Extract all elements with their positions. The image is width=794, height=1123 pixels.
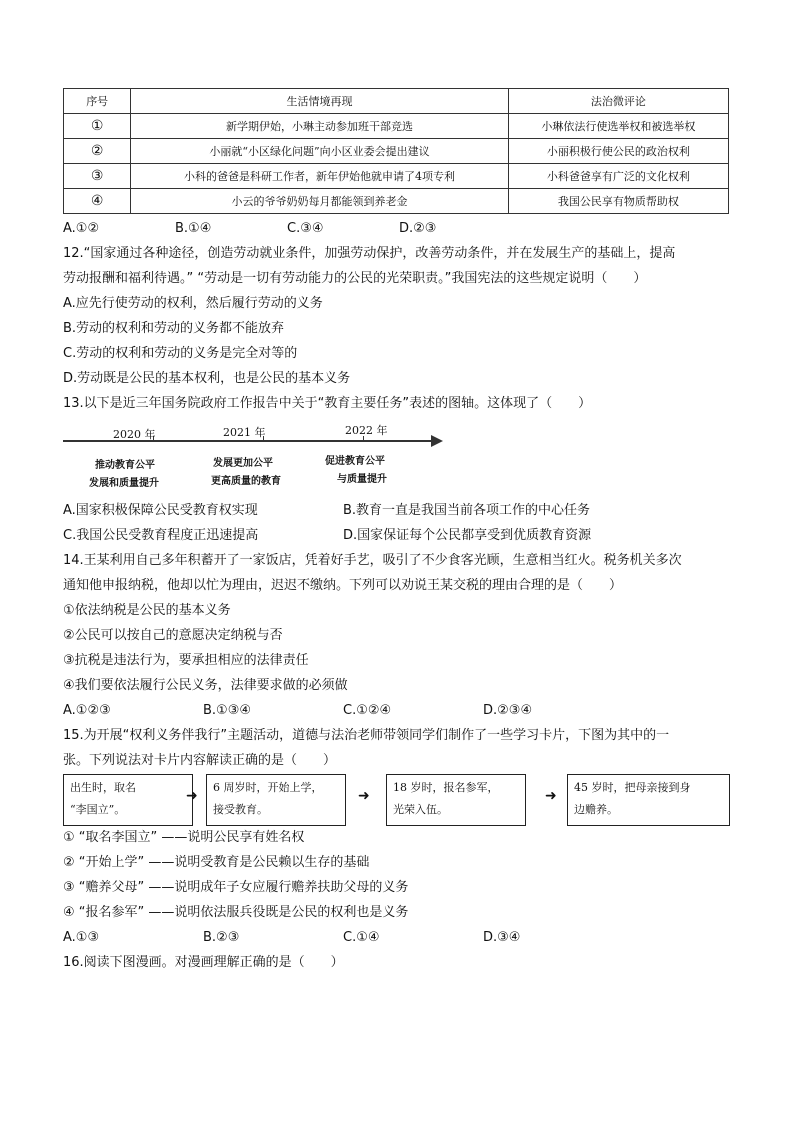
q11-option-d[interactable]: D.②③ bbox=[399, 221, 437, 236]
timeline-item-text: 发展更加公平 bbox=[213, 458, 273, 469]
table-header-row bbox=[64, 89, 729, 114]
q12-option-c[interactable]: C.劳动的权利和劳动的义务是完全对等的 bbox=[63, 346, 298, 361]
q13-option-c[interactable]: C.我国公民受教育程度正迅速提高 bbox=[63, 528, 259, 543]
study-card-support bbox=[567, 774, 730, 826]
table-cell: ① bbox=[64, 114, 131, 139]
q15-option-a[interactable]: A.①③ bbox=[63, 930, 100, 945]
table-row bbox=[64, 189, 729, 214]
card-text: 出生时，取名 bbox=[70, 781, 136, 794]
q11-option-a[interactable]: A.①② bbox=[63, 221, 100, 236]
card-text: 光荣入伍。 bbox=[393, 803, 448, 816]
q13-stem: 13.以下是近三年国务院政府工作报告中关于“教育主要任务”表述的图轴。这体现了（ ） bbox=[63, 396, 592, 411]
study-card-birth bbox=[63, 774, 193, 826]
q12-stem-line1: 12.“国家通过各种途径，创造劳动就业条件，加强劳动保护，改善劳动条件，并在发展生产的基础上，提高 bbox=[63, 246, 676, 261]
timeline-year: 2022 年 bbox=[345, 424, 388, 437]
q15-option-c[interactable]: C.①④ bbox=[343, 930, 380, 945]
q14-option-c[interactable]: C.①②④ bbox=[343, 703, 392, 718]
q15-item: ① “取名李国立” ——说明公民享有姓名权 bbox=[63, 830, 305, 845]
table-row bbox=[64, 114, 729, 139]
q14-item: ④我们要依法履行公民义务，法律要求做的必须做 bbox=[63, 678, 348, 693]
q12-option-b[interactable]: B.劳动的权利和劳动的义务都不能放弃 bbox=[63, 321, 285, 336]
study-card-school bbox=[206, 774, 346, 826]
card-arrow-icon: ➜ bbox=[545, 788, 557, 804]
q15-item: ③ “赡养父母” ——说明成年子女应履行赡养扶助父母的义务 bbox=[63, 880, 409, 895]
q14-stem-line2: 通知他申报纳税，他却以忙为理由，迟迟不缴纳。下列可以劝说王某交税的理由合理的是（ ） bbox=[63, 578, 623, 593]
q15-item: ④ “报名参军” ——说明依法服兵役既是公民的权利也是义务 bbox=[63, 905, 409, 920]
card-text: 18 岁时，报名参军， bbox=[393, 781, 499, 794]
card-text: 边赡养。 bbox=[574, 803, 618, 816]
situation-table bbox=[63, 88, 729, 214]
q13-option-d[interactable]: D.国家保证每个公民都享受到优质教育资源 bbox=[343, 528, 592, 543]
table-cell: 新学期伊始，小琳主动参加班干部竞选 bbox=[131, 114, 508, 139]
timeline-item-text: 促进教育公平 bbox=[325, 456, 385, 467]
q14-option-b[interactable]: B.①③④ bbox=[203, 703, 252, 718]
q13-option-a[interactable]: A.国家积极保障公民受教育权实现 bbox=[63, 503, 258, 518]
timeline-item-text: 与质量提升 bbox=[337, 474, 387, 485]
q15-stem-line2: 张。下列说法对卡片内容解读正确的是（ ） bbox=[63, 753, 337, 768]
q14-item: ①依法纳税是公民的基本义务 bbox=[63, 603, 231, 618]
q12-stem-line2: 劳动报酬和福利待遇。” “劳动是一切有劳动能力的公民的光荣职责。”我国宪法的这些规定说明（ ） bbox=[63, 271, 647, 286]
table-cell: 小科的爸爸是科研工作者，新年伊始他就申请了4项专利 bbox=[131, 164, 508, 189]
q15-stem-line1: 15.为开展“权利义务伴我行”主题活动，道德与法治老师带领同学们制作了一些学习卡片，下图为其中的一 bbox=[63, 728, 670, 743]
table-cell: 小琳依法行使选举权和被选举权 bbox=[508, 114, 728, 139]
table-cell: 我国公民享有物质帮助权 bbox=[508, 189, 728, 214]
q14-option-a[interactable]: A.①②③ bbox=[63, 703, 111, 718]
q11-option-c[interactable]: C.③④ bbox=[287, 221, 324, 236]
table-row bbox=[64, 139, 729, 164]
q15-option-d[interactable]: D.③④ bbox=[483, 930, 521, 945]
card-text: 6 周岁时，开始上学， bbox=[213, 781, 323, 794]
card-text: 45 岁时，把母亲接到身 bbox=[574, 781, 691, 794]
timeline-year: 2020 年 bbox=[113, 428, 156, 441]
card-text: 接受教育。 bbox=[213, 803, 268, 816]
timeline-year: 2021 年 bbox=[223, 426, 266, 439]
education-timeline bbox=[63, 418, 453, 498]
timeline-item-text: 更高质量的教育 bbox=[211, 476, 281, 487]
card-arrow-icon: ➜ bbox=[186, 788, 198, 804]
card-text: “李国立”。 bbox=[70, 803, 126, 816]
table-cell: 小丽就“小区绿化问题”向小区业委会提出建议 bbox=[131, 139, 508, 164]
q14-option-d[interactable]: D.②③④ bbox=[483, 703, 533, 718]
q14-item: ③抗税是违法行为，要承担相应的法律责任 bbox=[63, 653, 309, 668]
q13-option-b[interactable]: B.教育一直是我国当前各项工作的中心任务 bbox=[343, 503, 591, 518]
table-cell: ④ bbox=[64, 189, 131, 214]
timeline-item-text: 推动教育公平 bbox=[95, 460, 155, 471]
table-cell: ③ bbox=[64, 164, 131, 189]
q14-stem-line1: 14.王某利用自己多年积蓄开了一家饭店，凭着好手艺，吸引了不少食客光顾，生意相当红火。税务机关多次 bbox=[63, 553, 682, 568]
q12-option-a[interactable]: A.应先行使劳动的权利，然后履行劳动的义务 bbox=[63, 296, 323, 311]
table-cell: 小丽积极行使公民的政治权利 bbox=[508, 139, 728, 164]
timeline-item-text: 发展和质量提升 bbox=[89, 478, 159, 489]
table-cell: 小云的爷爷奶奶每月都能领到养老金 bbox=[131, 189, 508, 214]
q11-option-b[interactable]: B.①④ bbox=[175, 221, 212, 236]
table-header: 生活情境再现 bbox=[131, 89, 508, 114]
q14-item: ②公民可以按自己的意愿决定纳税与否 bbox=[63, 628, 283, 643]
table-row bbox=[64, 164, 729, 189]
table-cell: ② bbox=[64, 139, 131, 164]
card-arrow-icon: ➜ bbox=[358, 788, 370, 804]
q16-stem: 16.阅读下图漫画。对漫画理解正确的是（ ） bbox=[63, 955, 344, 970]
table-header: 序号 bbox=[64, 89, 131, 114]
table-cell: 小科爸爸享有广泛的文化权利 bbox=[508, 164, 728, 189]
timeline-arrow-head bbox=[431, 435, 443, 447]
table-header: 法治微评论 bbox=[508, 89, 728, 114]
q15-option-b[interactable]: B.②③ bbox=[203, 930, 240, 945]
study-card-army bbox=[386, 774, 526, 826]
q15-item: ② “开始上学” ——说明受教育是公民赖以生存的基础 bbox=[63, 855, 370, 870]
q12-option-d[interactable]: D.劳动既是公民的基本权利，也是公民的基本义务 bbox=[63, 371, 351, 386]
